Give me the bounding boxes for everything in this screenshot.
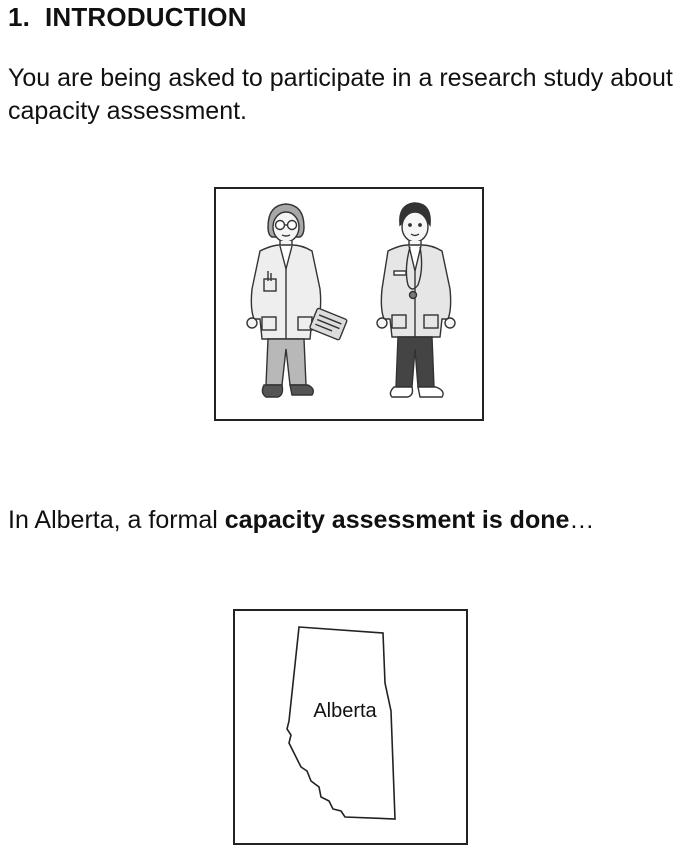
alberta-map-label: Alberta <box>313 700 377 722</box>
female-doctor-figure <box>247 204 347 397</box>
alberta-outline-drawing <box>235 611 466 843</box>
healthcare-workers-drawing <box>216 189 482 419</box>
statement-emphasis: capacity assessment is done <box>224 506 570 534</box>
healthcare-workers-illustration <box>214 187 484 421</box>
section-number: 1. <box>8 2 31 32</box>
alberta-map <box>233 609 468 845</box>
statement-suffix: … <box>569 506 595 534</box>
alberta-province-shape <box>287 627 395 819</box>
statement-prefix: In Alberta, a formal <box>8 506 225 534</box>
section-title: INTRODUCTION <box>44 2 247 32</box>
male-doctor-figure <box>377 203 455 397</box>
alberta-statement <box>8 504 594 537</box>
section-heading <box>8 2 247 33</box>
intro-paragraph: You are being asked to participate in a research study about capacity assessment. <box>8 64 673 125</box>
